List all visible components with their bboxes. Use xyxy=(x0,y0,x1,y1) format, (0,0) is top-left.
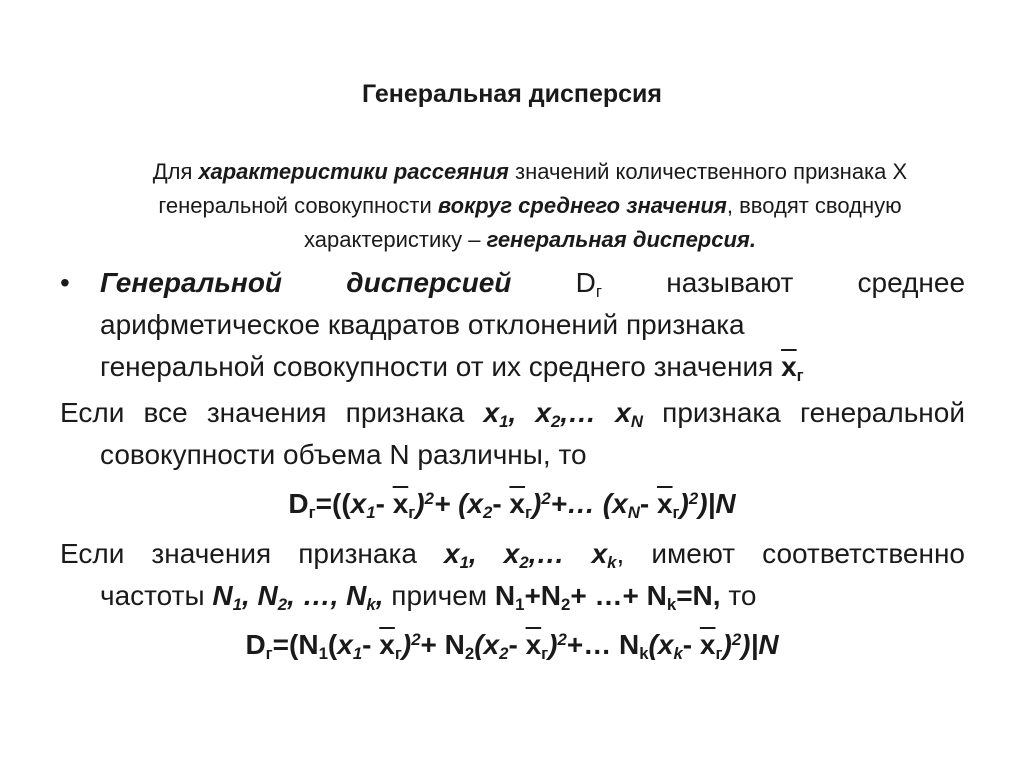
frequency-values-paragraph: Если значения признака $x_1$, $x_2,\dots$ $x_k$, имеют соответственно частоты $N_1$, $N_2$, …, $N_k$, причем $N_1+N_2+$ …+ $N_k=N$, то xyxy=(60,538,965,615)
definition-bullet xyxy=(60,262,965,388)
intro-paragraph: Для характеристики рассеяния значений количественного признака X генеральной совокупности вокруг среднего значения, вводят сводную характеристику – генеральная дисперсия. xyxy=(152,159,908,252)
slide-title: Генеральная дисперсия xyxy=(361,80,663,108)
variance-formula-distinct: $D_г=((x_1-$ $\overline{x}_г)^2+ (x_2-$ $\overline{x}_г)^2+\dots$ ($x_N-$ $\overline{x}_г)^2)|N$ xyxy=(288,488,736,523)
definition-text: Генеральной дисперсией $D_г$ называют среднее арифметическое квадратов отклонений признака генеральной совокупности от их среднего значения $\overline{x}_г$ xyxy=(100,267,966,386)
distinct-values-paragraph: Если все значения признака $x_1$, $x_2,\dots$ $x_N$ признака генеральной совокупности объема N различны, то xyxy=(60,397,965,470)
variance-formula-frequencies: $D_г=(N_1(x_1-$ $\overline{x}_г)^2+ N_2(x_2-$ $\overline{x}_г)^2+\dots$ $N_k(x_k-$ $\overline{x}_г)^2)|N$ xyxy=(245,629,779,664)
bullet-mark: • xyxy=(60,267,70,298)
